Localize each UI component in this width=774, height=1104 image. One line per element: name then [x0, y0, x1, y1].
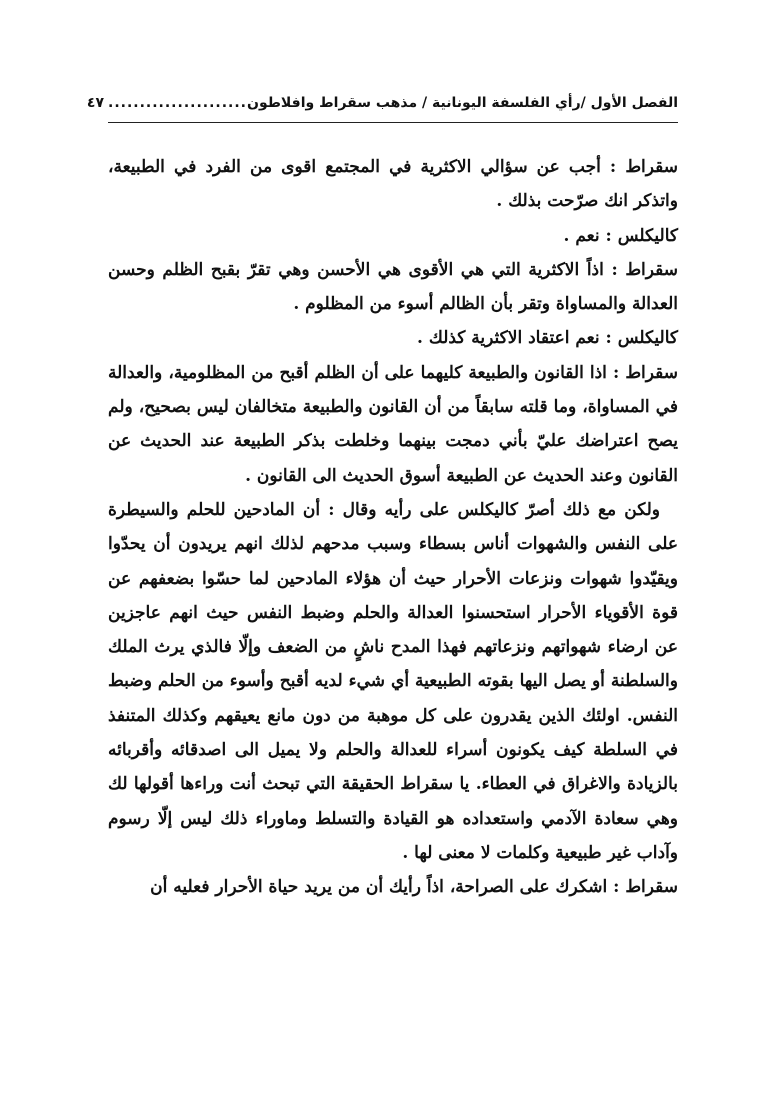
- paragraph-1: سقراط : أجب عن سؤالي الاكثرية في المجتمع اقوى من الفرد في الطبيعة، واتذكر انك صرّحت بذلك .: [108, 157, 678, 212]
- running-header: [86, 86, 678, 120]
- leader-dots: ......................: [108, 95, 248, 111]
- paragraph-2: كاليكلس : نعم .: [563, 225, 678, 246]
- page-number: ٤٧: [86, 95, 104, 111]
- paragraph-3: سقراط : اذاً الاكثرية التي هي الأقوى هي الأحسن وهي تقرّ بقبح الظلم وحسن العدالة والمساواة وتقر بأن الظالم أسوء من المظلوم .: [108, 259, 678, 315]
- paragraph-5: سقراط : اذا القانون والطبيعة كليهما على أن الظلم أقبح من المظلومية، والعدالة في المساواة، وما قلته سابقاً من أن القانون والطبيعة متخالفان ليس بصحيح، ولم يصح اعتراضك عليّ بأني دمجت بينهما وخلطت بذكر الطبيعة عند الحديث عن القانون وعند الحديث عن الطبيعة أسوق الحديث الى القانون .: [108, 362, 678, 486]
- header-rule: [108, 122, 678, 123]
- header-title-group: [247, 95, 678, 111]
- paragraph-7: سقراط : اشكرك على الصراحة، اذاً رأيك أن من يريد حياة الأحرار فعليه أن: [150, 877, 678, 898]
- paragraph-4: كاليكلس : نعم اعتقاد الاكثرية كذلك .: [417, 328, 678, 349]
- chapter-label: الفصل الأول: [590, 95, 678, 111]
- body-text: [108, 150, 678, 905]
- header-page-group: [87, 95, 247, 111]
- paragraph-6: ولكن مع ذلك أصرّ كاليكلس على رأيه وقال : أن المادحين للحلم والسيطرة على النفس والشهوات أناس بسطاء وسبب مدحهم لذلك انهم يريدون أن يحدّوا ويقيّدوا شهوات ونزعات الأحرار حيث أن هؤلاء المادحين لما حسّوا بضعفهم عن قوة الأقوياء الأحرار استحسنوا العدالة والحلم وضبط النفس حيث انهم عاجزين عن ارضاء شهواتهم ونزعاتهم فهذا المدح ناشٍ من الضعف وإلّا فالذي يرث الملك والسلطنة أو يصل اليها بقوته الطبيعية أي شيء لديه أقبح وأسوء من الحلم وضبط النفس. اولئك الذين يقدرون على كل موهبة من دون مانع يعيقهم وكذلك المتنفذ في السلطة كيف يكونون أسراء للعدالة والحلم ولا يميل الى اصدقائه وأقربائه بالزيادة والاغراق في العطاء. يا سقراط الحقيقة التي تبحث أنت وراءها أقولها لك وهي سعادة الآدمي واستعداده هو القيادة والتسلط وماوراء ذلك ليس إلّا رسوم وآداب غير طبيعية وكلمات لا معنى لها .: [108, 499, 678, 863]
- running-title: /رأي الفلسفة اليونانية / مذهب سقراط وافلاطون: [247, 95, 586, 111]
